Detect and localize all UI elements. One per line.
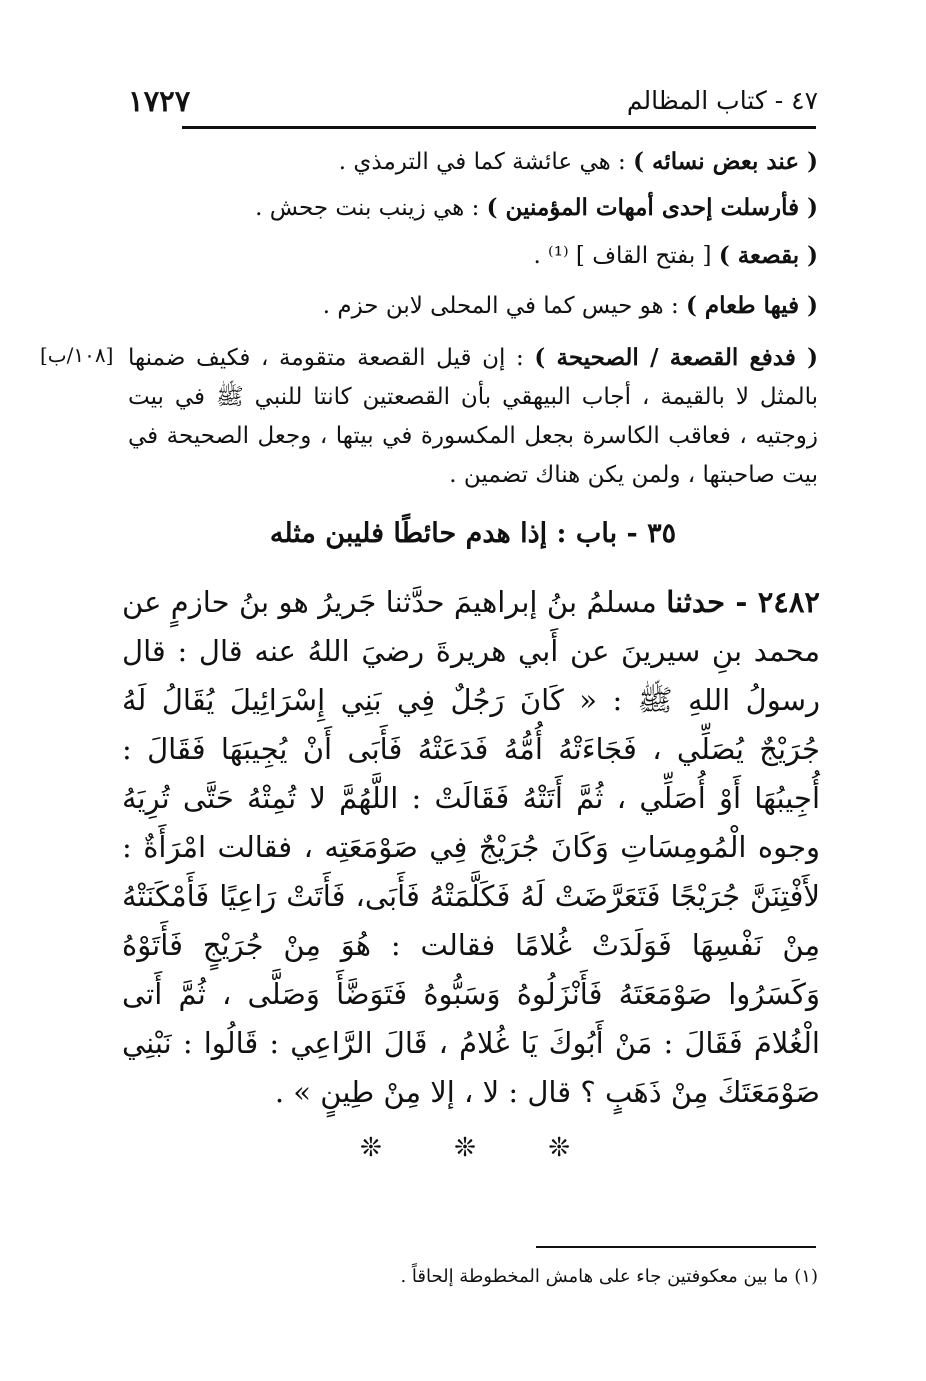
- running-title: ٤٧ - كتاب المظالم: [626, 86, 818, 115]
- hadith-text: [122, 578, 820, 1117]
- manuscript-reference: [١٠٨/ب]: [40, 343, 114, 367]
- chapter-heading: ٣٥ - باب : إذا هدم حائطًا فليبن مثله: [269, 518, 677, 549]
- hadith-body: مسلمُ بنُ إبراهيمَ حدَّثنا جَريرُ هو بنُ حازمٍ عن محمد بنِ سيرينَ عن أَبي هريرةَ رضيَ اللهُ عنه قال : قال رسولُ اللهِ ﷺ : « كَانَ رَجُلٌ فِي بَنِي إِسْرَائِيلَ يُقَالُ لَهُ جُرَيْجٌ يُصَلِّي ، فَجَاءَتْهُ أُمُّهُ فَدَعَتْهُ فَأَبَى أَنْ يُجِيبَهَا فَقَالَ : أُجِيبُهَا أَوْ أُصَلِّي ، ثُمَّ أَتَتْهُ فَقَالَتْ : اللَّهُمَّ لا تُمِتْهُ حَتَّى تُرِيَهُ وجوه الْمُومِسَاتِ وَكَانَ جُرَيْجٌ فِي صَوْمَعَتِه ، فقالت امْرَأَةٌ : لأَفْتِنَنَّ جُرَيْجًا فَتَعَرَّضَتْ لَهُ فَكَلَّمَتْهُ فَأَبَى، فَأَتَتْ رَاعِيًا فَأَمْكَنَتْهُ مِنْ نَفْسِهَا فَوَلَدَتْ غُلامًا فقالت : هُوَ مِنْ جُرَيْجٍ فَأَتَوْهُ وَكَسَرُوا صَوْمَعَتَهُ فَأَنْزَلُوهُ وَسَبُّوهُ فَتَوَضَّأَ وَصَلَّى ، ثُمَّ أَتى الْغُلامَ فَقَالَ : مَنْ أَبُوكَ يَا غُلامُ ، قَالَ الرَّاعِي : قَالُوا : نَبْنِي صَوْمَعَتَكَ مِنْ ذَهَبٍ ؟ قال : لا ، إلا مِنْ طِينٍ » .: [122, 585, 820, 1109]
- section-separator: [360, 1133, 570, 1163]
- commentary-term: ( فأرسلت إحدى أمهات المؤمنين ): [486, 194, 818, 221]
- commentary-term: ( عند بعض نسائه ): [633, 148, 818, 175]
- commentary-term: ( فيها طعام ): [686, 292, 818, 319]
- commentary-paragraph: [128, 338, 818, 495]
- paragraph-text: : إن قيل القصعة متقومة ، فكيف ضمنها بالمثل لا بالقيمة ، أجاب البيهقي بأن القصعتين كانتا للنبي ﷺ في بيت زوجتيه ، فعاقب الكاسرة بجعل المكسورة في بيتها ، وجعل الصحيحة في بيت صاحبتها ، ولمن يكن هناك تضمين .: [128, 345, 818, 488]
- hadith-number: ٢٤٨٢ - حدثنا: [666, 585, 820, 619]
- footnote-rule: [536, 1246, 816, 1248]
- page-header: [128, 80, 818, 120]
- page-number: ١٧٢٧: [128, 84, 191, 118]
- commentary-text: : هو حيس كما في المحلى لابن حزم .: [322, 293, 687, 319]
- header-rule: [182, 126, 816, 129]
- commentary-line: [118, 186, 818, 230]
- commentary-text: : هي زينب بنت جحش .: [255, 195, 487, 221]
- commentary-line: [118, 140, 818, 184]
- commentary-text: : هي عائشة كما في الترمذي .: [338, 149, 634, 175]
- commentary-line: [118, 234, 818, 278]
- star-ornament: ❊: [454, 1133, 476, 1163]
- commentary-term: ( بقصعة ): [718, 242, 818, 269]
- commentary-text: [ بفتح القاف ] ⁽¹⁾ .: [533, 243, 719, 269]
- paragraph-term: ( فدفع القصعة / الصحيحة ): [534, 344, 819, 371]
- star-ornament: ❊: [548, 1133, 570, 1163]
- star-ornament: ❊: [360, 1133, 382, 1163]
- footnote: (١) ما بين معكوفتين جاء على هامش المخطوطة إلحاقاً .: [400, 1266, 818, 1287]
- commentary-line: [118, 284, 818, 328]
